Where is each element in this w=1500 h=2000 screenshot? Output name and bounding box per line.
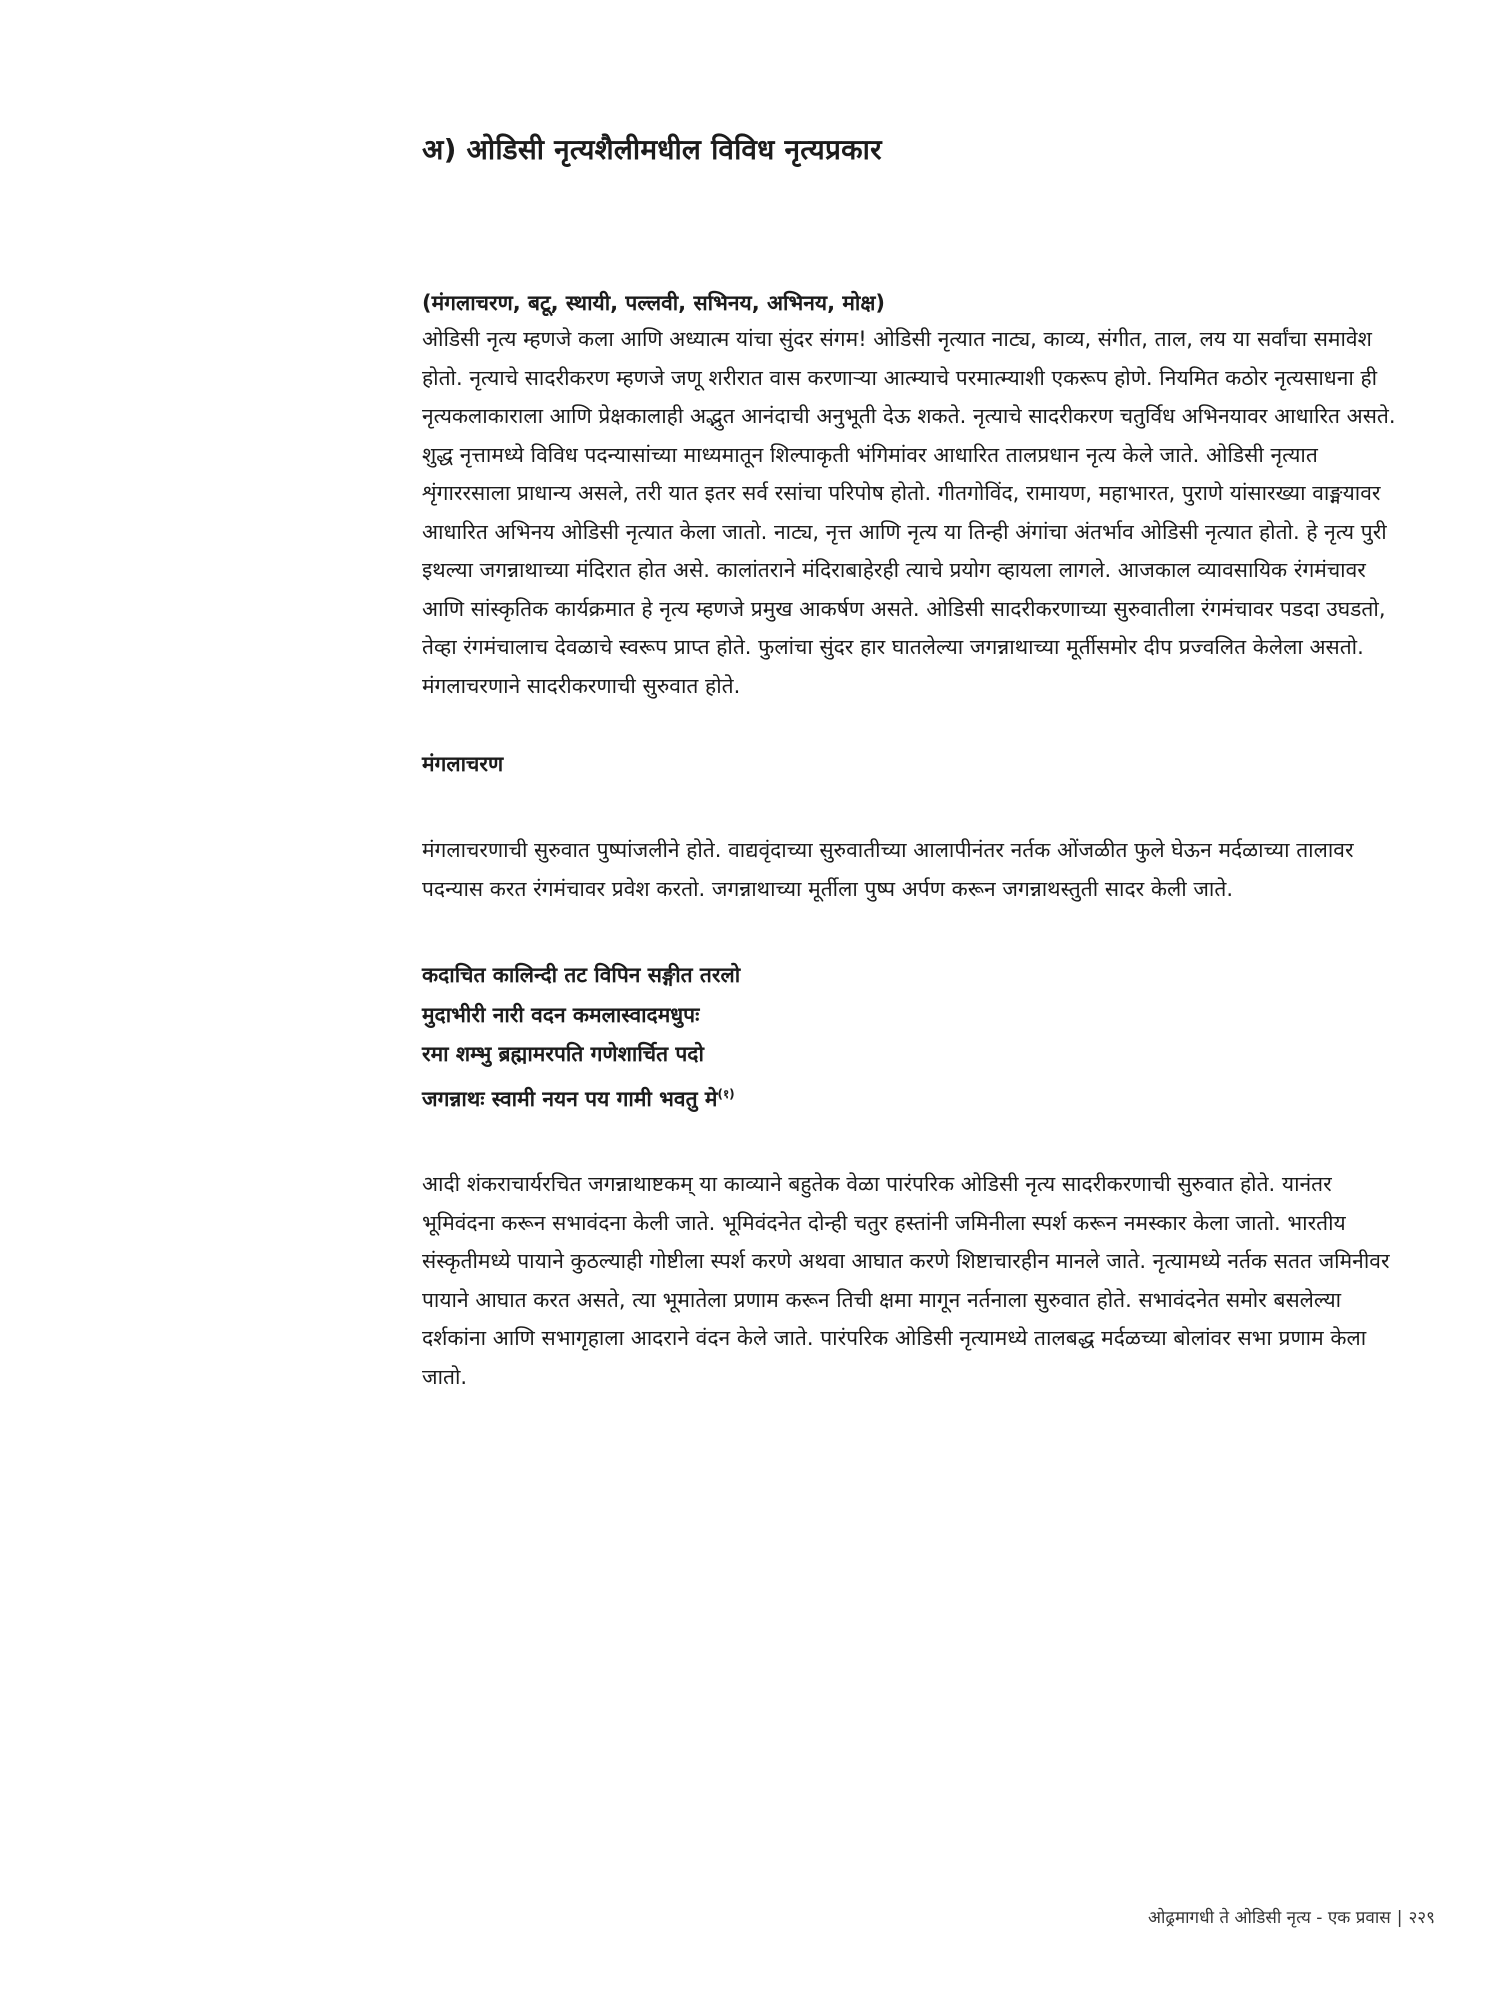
page-number: २२९ [1408,1908,1435,1928]
intro-paragraph: ओडिसी नृत्य म्हणजे कला आणि अध्यात्म यांचा सुंदर संगम! ओडिसी नृत्यात नाट्य, काव्य, संगीत, ताल, लय या सर्वांचा समावेश होतो. नृत्याचे सादरीकरण म्हणजे जणू शरीरात वास करणाऱ्या आत्म्याचे परमात्म्याशी एकरूप होणे. नियमित कठोर नृत्यसाधना ही नृत्यकलाकाराला आणि प्रेक्षकालाही अद्भुत आनंदाची अनुभूती देऊ शकते. नृत्याचे सादरीकरण चतुर्विध अभिनयावर आधारित असते. शुद्ध नृत्तामध्ये विविध पदन्यासांच्या माध्यमातून शिल्पाकृती भंगिमांवर आधारित तालप्रधान नृत्य केले जाते. ओडिसी नृत्यात शृंगाररसाला प्राधान्य असले, तरी यात इतर सर्व रसांचा परिपोष होतो. गीतगोविंद, रामायण, महाभारत, पुराणे यांसारख्या वाङ्मयावर आधारित अभिनय ओडिसी नृत्यात केला जातो. नाट्य, नृत्त आणि नृत्य या तिन्ही अंगांचा अंतर्भाव ओडिसी नृत्यात होतो. हे नृत्य पुरी इथल्या जगन्नाथाच्या मंदिरात होत असे. कालांतराने मंदिराबाहेरही त्याचे प्रयोग व्हायला लागले. आजकाल व्यावसायिक रंगमंचावर आणि सांस्कृतिक कार्यक्रमात हे नृत्य म्हणजे प्रमुख आकर्षण असते. ओडिसी सादरीकरणाच्या सुरुवातीला रंगमंचावर पडदा उघडतो, तेव्हा रंगमंचालाच देवळाचे स्वरूप प्राप्त होते. फुलांचा सुंदर हार घातलेल्या जगन्नाथाच्या मूर्तीसमोर दीप प्रज्वलित केलेला असतो. मंगलाचरणाने सादरीकरणाची सुरुवात होते. [422,327,1396,698]
verse-line-text: जगन्नाथः स्वामी नयन पय गामी भवतु मे [422,1086,718,1111]
footnote-marker: (१) [717,1086,735,1101]
mangalacharan-paragraph: मंगलाचरणाची सुरुवात पुष्पांजलीने होते. वाद्यवृंदाच्या सुरुवातीच्या आलापीनंतर नर्तक ओंजळीत फुले घेऊन मर्दळाच्या तालावर पदन्यास करत रंगमंचावर प्रवेश करतो. जगन्नाथाच्या मूर्तीला पुष्प अर्पण करून जगन्नाथस्तुती सादर केली जाते. [422,838,1354,901]
verse-line: कदाचित कालिन्दी तट विपिन सङ्गीत तरलो [422,963,741,987]
footer-book-title: ओढ्रमागधी ते ओडिसी नृत्य - एक प्रवास [1148,1908,1391,1928]
chapter-heading: अ) ओडिसी नृत्यशैलीमधील विविध नृत्यप्रकार [422,133,882,166]
closing-paragraph: आदी शंकराचार्यरचित जगन्नाथाष्टकम् या काव्याने बहुतेक वेळा पारंपरिक ओडिसी नृत्य सादरीकरणाची सुरुवात होते. यानंतर भूमिवंदना करून सभावंदना केली जाते. भूमिवंदनेत दोन्ही चतुर हस्तांनी जमिनीला स्पर्श करून नमस्कार केला जातो. भारतीय संस्कृतीमध्ये पायाने कुठल्याही गोष्टीला स्पर्श करणे अथवा आघात करणे शिष्टाचारहीन मानले जाते. नृत्यामध्ये नर्तक सतत जमिनीवर पायाने आघात करत असते, त्या भूमातेला प्रणाम करून तिची क्षमा मागून नर्तनाला सुरुवात होते. सभावंदनेत समोर बसलेल्या दर्शकांना आणि सभागृहाला आदराने वंदन केले जाते. पारंपरिक ओडिसी नृत्यामध्ये तालबद्ध मर्दळच्या बोलांवर सभा प्रणाम केला जातो. [422,1172,1390,1389]
page-content [422,128,1422,1396]
page-footer [1148,1905,1435,1928]
section-title-mangalacharan: मंगलाचरण [422,752,504,776]
verse-line: रमा शम्भु ब्रह्मामरपति गणेशार्चित पदो [422,1042,704,1066]
verse-line-last [422,1075,1422,1120]
dance-forms-list: (मंगलाचरण, बटू, स्थायी, पल्लवी, सभिनय, अभिनय, मोक्ष) [422,291,886,315]
verse-line: मुदाभीरी नारी वदन कमलास्वादमधुपः [422,1002,700,1027]
sanskrit-verse [422,956,1422,1119]
footer-separator: | [1396,1908,1403,1928]
